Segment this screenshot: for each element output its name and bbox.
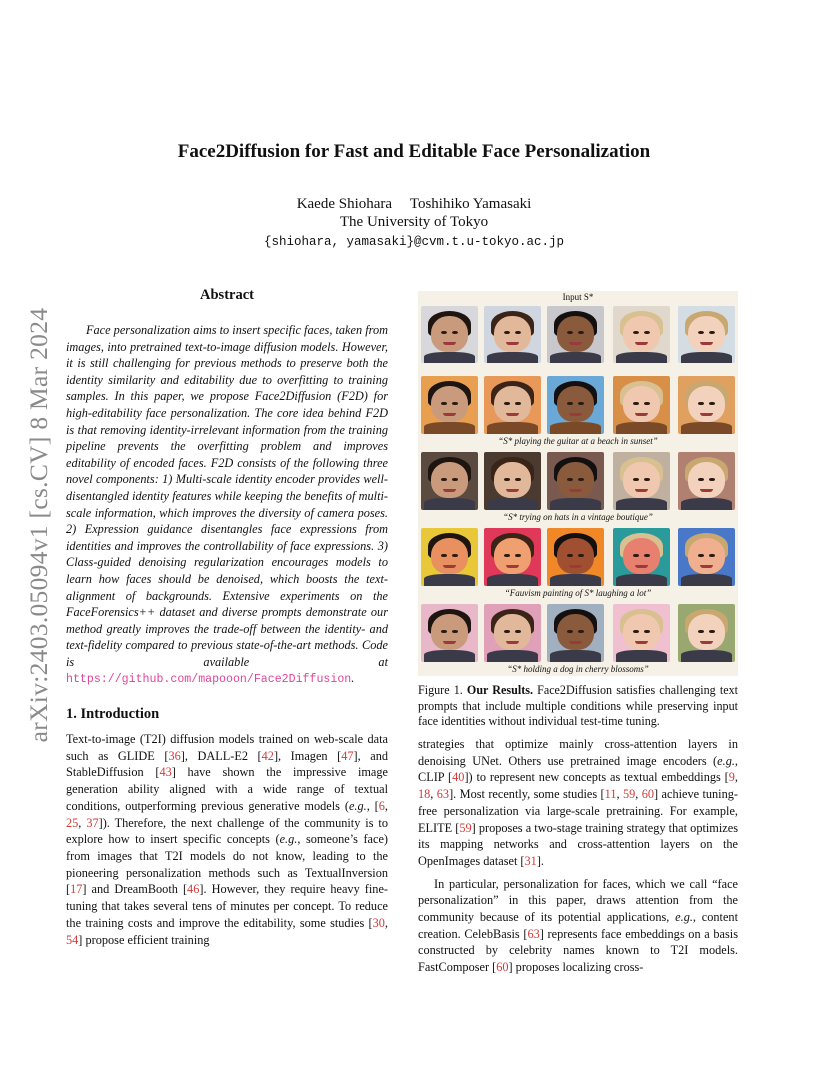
figure-label: Figure 1. (418, 683, 463, 697)
prompt-caption: “S* holding a dog in cherry blossoms” (507, 664, 649, 674)
citation-link[interactable]: 40 (452, 770, 465, 785)
citation-link[interactable]: 59 (622, 787, 636, 802)
citation-link[interactable]: 6 (378, 798, 385, 813)
left-column (66, 287, 388, 948)
face-image (678, 528, 735, 586)
citation-link[interactable]: 63 (436, 787, 450, 802)
citation-link[interactable]: 54 (66, 932, 79, 947)
face-image (613, 376, 670, 434)
abstract-text: Face personalization aims to insert specific faces, taken from images, into pretrained text-to-image diffusion models. However, it is still challenging for previous methods to preserve both the identity similarity and editability due to overfitting to training samples. In this paper, we propose Face2Diffusion (F2D) for high-editability face personalization. The core idea behind F2D is that removing identity-irrelevant information from the training pipeline prevents the overfitting problem and improves editability of encoded faces. F2D consists of the following three novel components: 1) Multi-scale identity encoder provides well-disentangled identity features while keeping the benefits of multi-scale information, which improves the diversity of camera poses. 2) Expression guidance disentangles face expressions from identities and improves the controllability of face expressions. 3) Class-guided denoising regularization encourages models to learn how faces should be denoised, which boosts the text-alignment of backgrounds. Extensive experiments on the FaceForensics++ dataset and diverse prompts demonstrate our method greatly improves the trade-off between the identity- and text-fidelity compared to previous state-of-the-art methods. Code is available at https://github.com/mapooon/Face2Diffusion. (66, 323, 388, 687)
code-link[interactable]: https://github.com/mapooon/Face2Diffusion (66, 673, 352, 687)
authors (0, 196, 828, 213)
face-image (421, 452, 478, 510)
face-image (547, 528, 604, 586)
citation-link[interactable]: 63 (527, 926, 540, 941)
face-image (484, 306, 541, 363)
face-image (678, 452, 735, 510)
citation-link[interactable]: 17 (70, 882, 83, 897)
citation-link[interactable]: 47 (341, 748, 354, 763)
face-image (678, 376, 735, 434)
citation-link[interactable]: 31 (524, 853, 537, 868)
face-image (547, 604, 604, 662)
face-image (484, 376, 541, 434)
face-image (547, 376, 604, 434)
arxiv-identifier: arXiv:2403.05094v1 [cs.CV] 8 Mar 2024 (24, 307, 53, 743)
citation-link[interactable]: 9 (728, 770, 735, 785)
face-image (613, 452, 670, 510)
face-image (421, 604, 478, 662)
figure-caption-text: Face2Diffusion satisfies challenging text prompts that include multiple conditions while preserving input face identities without individual test-time tuning. (418, 683, 738, 729)
section-heading: 1. Introduction (66, 706, 160, 723)
citation-link[interactable]: 30 (372, 915, 385, 930)
citation-link[interactable]: 18 (418, 787, 431, 802)
citation-link[interactable]: 60 (496, 960, 509, 975)
right-column (418, 736, 738, 976)
face-image (547, 452, 604, 510)
affiliation: The University of Tokyo (339, 214, 489, 230)
arxiv-sidebar (21, 290, 57, 760)
prompt-caption: “S* trying on hats in a vintage boutique” (503, 512, 653, 522)
author-email: {shiohara, yamasaki}@cvm.t.u-tokyo.ac.jp (263, 235, 565, 249)
citation-link[interactable]: 46 (187, 882, 200, 897)
figure-caption (418, 683, 738, 730)
intro-paragraph-3: In particular, personalization for faces, which we call “face personalization” in this paper, draws attention from the community because of its potential applications, e.g., content creation. CelebBasis [63] represents face embeddings on a basis constructed by celebrity names known to T2I models. FastComposer [60] proposes localizing cross- (418, 876, 738, 975)
figure-title: Our Results. (466, 683, 533, 697)
citation-link[interactable]: 43 (159, 765, 172, 780)
citation-link[interactable]: 37 (86, 815, 99, 830)
citation-link[interactable]: 11 (604, 787, 617, 802)
face-image (613, 528, 670, 586)
citation-link[interactable]: 59 (459, 820, 472, 835)
face-image (421, 306, 478, 363)
intro-paragraph-2: strategies that optimize mainly cross-attention layers in denoising UNet. Others use pretrained image encoders (e.g., CLIP [40]) to represent new concepts as textual embeddings [9, 18, 63]. Most recently, some studies [11, 59, 60] achieve tuning-free personalization via large-scale pretraining. For example, ELITE [59] proposes a two-stage training strategy that optimizes its mapping networks and cross-attention layers on the OpenImages dataset [31]. (418, 737, 738, 868)
prompt-caption: “Fauvism painting of S* laughing a lot” (504, 588, 652, 598)
citation-link[interactable]: 36 (168, 748, 181, 763)
paper-title: Face2Diffusion for Fast and Editable Face Personalization (177, 141, 651, 162)
citation-link[interactable]: 60 (641, 787, 655, 802)
citation-link[interactable]: 42 (261, 748, 274, 763)
face-image (613, 604, 670, 662)
author-name: Toshihiko Yamasaki (409, 196, 532, 212)
intro-paragraph-1: Text-to-image (T2I) diffusion models trained on web-scale data such as GLIDE [36], DALL-E2 [42], Imagen [47], and StableDiffusion [43] have shown the impressive image generation ability aligned with a wide range of textual conditions, outperforming previous generative models (e.g., [6, 25, 37]). Therefore, the next challenge of the community is to explore how to insert specific concepts (e.g., someone’s face) from images that T2I models do not know, leading to the pioneering personalization methods such as TextualInversion [17] and DreamBooth [46]. However, they require heavy fine-tuning that takes several tens of minutes per concept. To reduce the training costs and improve the editability, some studies [30, 54] propose efficient training (66, 732, 389, 947)
input-label: Input S* (562, 292, 594, 302)
face-image (484, 528, 541, 586)
abstract-heading: Abstract (200, 287, 254, 303)
face-image (484, 452, 541, 510)
citation-link[interactable]: 25 (66, 815, 79, 830)
prompt-caption: “S* playing the guitar at a beach in sunset” (498, 436, 658, 446)
face-image (421, 376, 478, 434)
face-image (678, 306, 735, 363)
face-image (613, 306, 670, 363)
face-image (421, 528, 478, 586)
face-image (678, 604, 735, 662)
results-figure (418, 291, 738, 676)
face-image (547, 306, 604, 363)
author-name: Kaede Shiohara (296, 196, 393, 212)
face-image (484, 604, 541, 662)
